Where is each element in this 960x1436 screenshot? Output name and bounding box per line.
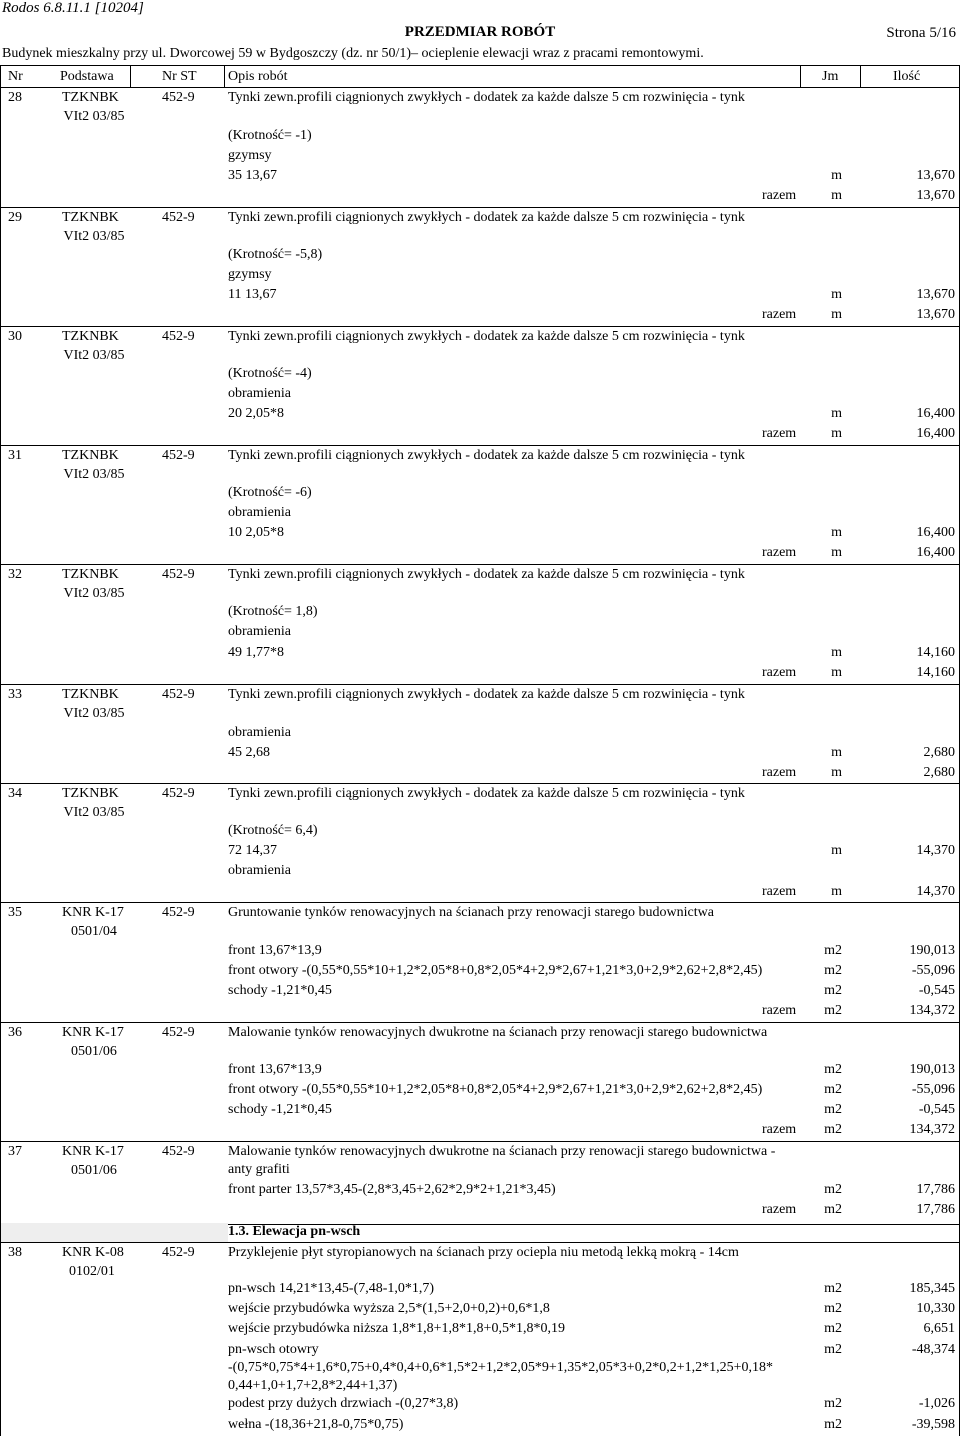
row-separator [0,1141,960,1142]
unit: m2 [824,1202,842,1217]
quantity: 14,160 [916,665,955,680]
unit: m2 [824,983,842,998]
quantity: 13,670 [916,307,955,322]
quantity: -55,096 [911,1082,955,1097]
row-number: 28 [8,90,22,105]
row-number: 37 [8,1144,22,1159]
total-label: razem [762,426,797,441]
row-basis: KNR K-08 [62,1245,124,1260]
section-title: 1.3. Elewacja pn-wsch [228,1224,361,1239]
unit: m2 [824,1281,842,1296]
app-version: Rodos 6.8.11.1 [10204] [2,0,144,16]
total-label: razem [762,545,797,560]
row-st-code: 452-9 [162,905,195,920]
row-basis: TZKNBK [62,90,119,105]
row-separator [0,445,960,446]
row-description: Tynki zewn.profili ciągnionych zwykłych - dodatek za każde dalsze 5 cm rozwinięcia - tynk [228,448,745,463]
row-st-code: 452-9 [162,1245,195,1260]
unit: m [831,545,842,560]
measure-line: gzymsy [228,267,272,282]
row-description: Gruntowanie tynków renowacyjnych na ścianach przy renowacji starego budownictwa [228,905,714,920]
col-header-opis: Opis robót [228,69,288,84]
row-basis: TZKNBK [62,329,119,344]
row-separator [0,65,960,66]
quantity: 134,372 [909,1003,955,1018]
unit: m2 [824,1396,842,1411]
measure-line: 35 13,67 [228,168,277,183]
quantity: 16,400 [916,406,955,421]
unit: m [831,665,842,680]
row-separator [0,1022,960,1023]
unit: m2 [824,1003,842,1018]
col-header-podstawa: Podstawa [60,69,114,84]
row-st-code: 452-9 [162,90,195,105]
row-basis: KNR K-17 [62,905,124,920]
row-basis-code: VIt2 03/85 [63,805,125,820]
measure-line: (Krotność= 6,4) [228,823,318,838]
measure-line: gzymsy [228,148,272,163]
row-description: Tynki zewn.profili ciągnionych zwykłych - dodatek za każde dalsze 5 cm rozwinięcia - tynk [228,567,745,582]
unit: m2 [824,963,842,978]
measure-line: podest przy dużych drzwiach -(0,27*3,8) [228,1396,459,1411]
row-basis-code: VIt2 03/85 [63,467,125,482]
unit: m [831,406,842,421]
quantity: 13,670 [916,287,955,302]
row-number: 29 [8,210,22,225]
unit: m2 [824,1321,842,1336]
row-separator [0,1242,960,1243]
row-basis: KNR K-17 [62,1144,124,1159]
total-label: razem [762,884,797,899]
row-st-code: 452-9 [162,1144,195,1159]
unit: m [831,287,842,302]
column-separator [130,65,131,88]
quantity: 17,786 [916,1182,955,1197]
measure-line: pn-wsch 14,21*13,45-(7,48-1,0*1,7) [228,1281,435,1296]
row-description: Tynki zewn.profili ciągnionych zwykłych - dodatek za każde dalsze 5 cm rozwinięcia - tynk [228,329,745,344]
measure-line: obramienia [228,863,291,878]
row-st-code: 452-9 [162,448,195,463]
row-basis-code: VIt2 03/85 [63,109,125,124]
row-description: Tynki zewn.profili ciągnionych zwykłych - dodatek za każde dalsze 5 cm rozwinięcia - tynk [228,90,745,105]
column-separator [224,65,225,88]
row-separator [0,783,960,784]
row-basis: TZKNBK [62,786,119,801]
quantity: -55,096 [911,963,955,978]
row-st-code: 452-9 [162,210,195,225]
row-basis: TZKNBK [62,687,119,702]
unit: m [831,188,842,203]
row-number: 32 [8,567,22,582]
quantity: 2,680 [923,765,955,780]
quantity: 14,370 [916,843,955,858]
row-separator [0,87,960,88]
measure-line: (Krotność= -4) [228,366,312,381]
unit: m2 [824,1342,842,1357]
unit: m [831,426,842,441]
row-number: 34 [8,786,22,801]
unit: m2 [824,943,842,958]
total-label: razem [762,1202,797,1217]
measure-line: (Krotność= -6) [228,485,312,500]
quantity: -39,598 [911,1417,955,1432]
quantity: 16,400 [916,545,955,560]
row-description: Tynki zewn.profili ciągnionych zwykłych - dodatek za każde dalsze 5 cm rozwinięcia - tynk [228,687,745,702]
row-description: Tynki zewn.profili ciągnionych zwykłych - dodatek za każde dalsze 5 cm rozwinięcia - tynk [228,786,745,801]
quantity: -1,026 [918,1396,955,1411]
row-basis: TZKNBK [62,448,119,463]
unit: m [831,645,842,660]
column-separator [860,65,861,88]
measure-line: 20 2,05*8 [228,406,284,421]
measure-line: 49 1,77*8 [228,645,284,660]
row-basis-code: VIt2 03/85 [63,586,125,601]
total-label: razem [762,1003,797,1018]
row-basis: TZKNBK [62,567,119,582]
quantity: 2,680 [923,745,955,760]
measure-line: front otwory -(0,55*0,55*10+1,2*2,05*8+0,8*2,05*4+2,9*2,67+1,21*3,0+2,9*2,62+2,8*2,45) [228,1082,763,1097]
row-basis-code: 0102/01 [69,1264,115,1279]
measure-line: front 13,67*13,9 [228,943,322,958]
quantity: 10,330 [916,1301,955,1316]
unit: m2 [824,1182,842,1197]
document-title: PRZEDMIAR ROBÓT [404,24,556,40]
measure-line: obramienia [228,624,291,639]
measure-line: obramienia [228,386,291,401]
section-shade [0,1223,228,1242]
row-number: 33 [8,687,22,702]
row-st-code: 452-9 [162,567,195,582]
quantity: 17,786 [916,1202,955,1217]
measure-line: obramienia [228,505,291,520]
total-label: razem [762,188,797,203]
unit: m [831,745,842,760]
measure-line: obramienia [228,725,291,740]
col-header-jm: Jm [822,69,839,84]
col-header-nrst: Nr ST [162,69,197,84]
column-separator [800,65,801,88]
quantity: 190,013 [909,1062,955,1077]
total-label: razem [762,1122,797,1137]
quantity: 14,160 [916,645,955,660]
quantity: 185,345 [909,1281,955,1296]
row-number: 30 [8,329,22,344]
measure-line: 72 14,37 [228,843,277,858]
row-description: Tynki zewn.profili ciągnionych zwykłych - dodatek za każde dalsze 5 cm rozwinięcia - tynk [228,210,745,225]
measure-line: schody -1,21*0,45 [228,1102,332,1117]
unit: m [831,843,842,858]
total-label: razem [762,765,797,780]
col-header-ilosc: Ilość [893,69,921,84]
measure-line: wełna -(18,36+21,8-0,75*0,75) [228,1417,404,1432]
measure-line: -(0,75*0,75*4+1,6*0,75+0,4*0,4+0,6*1,5*2+1,2*2,05*9+1,35*2,05*3+0,2*0,2+1,2*1,25+0,18* [228,1360,773,1375]
quantity: -48,374 [911,1342,955,1357]
document-subtitle: Budynek mieszkalny przy ul. Dworcowej 59 w Bydgoszczy (dz. nr 50/1)– ocieplenie elewacji wraz z pracami remontowymi. [2,46,704,61]
row-separator [0,326,960,327]
measure-line: 0,44+1,0+1,7+2,8*2,44+1,37) [228,1378,398,1393]
row-st-code: 452-9 [162,687,195,702]
quantity: 16,400 [916,525,955,540]
measure-line: pn-wsch otowry [228,1342,319,1357]
unit: m2 [824,1102,842,1117]
total-label: razem [762,665,797,680]
quantity: 13,670 [916,188,955,203]
row-separator [0,902,960,903]
measure-line: 10 2,05*8 [228,525,284,540]
unit: m [831,765,842,780]
unit: m2 [824,1062,842,1077]
measure-line: (Krotność= -5,8) [228,247,323,262]
column-separator [0,65,1,1436]
row-number: 36 [8,1025,22,1040]
quantity: 16,400 [916,426,955,441]
measure-line: wejście przybudówka niższa 1,8*1,8+1,8*1,8+0,5*1,8*0,19 [228,1321,565,1336]
row-description: Malowanie tynków renowacyjnych dwukrotne na ścianach przy renowacji starego budownictwa - [228,1144,776,1159]
row-number: 38 [8,1245,22,1260]
total-label: razem [762,307,797,322]
row-st-code: 452-9 [162,329,195,344]
measure-line: front 13,67*13,9 [228,1062,322,1077]
row-basis-code: VIt2 03/85 [63,706,125,721]
row-st-code: 452-9 [162,786,195,801]
row-description: Przyklejenie płyt styropianowych na ścianach przy ociepla niu metodą lekką mokrą - 14cm [228,1245,739,1260]
quantity: 134,372 [909,1122,955,1137]
unit: m [831,525,842,540]
measure-line: (Krotność= -1) [228,128,312,143]
measure-line: front parter 13,57*3,45-(2,8*3,45+2,62*2,9*2+1,21*3,45) [228,1182,556,1197]
quantity: 190,013 [909,943,955,958]
row-basis: KNR K-17 [62,1025,124,1040]
row-basis-code: 0501/04 [71,924,117,939]
measure-line: front otwory -(0,55*0,55*10+1,2*2,05*8+0,8*2,05*4+2,9*2,67+1,21*3,0+2,9*2,62+2,8*2,45) [228,963,763,978]
row-number: 31 [8,448,22,463]
quantity: 13,670 [916,168,955,183]
quantity: 6,651 [923,1321,955,1336]
col-header-nr: Nr [8,69,23,84]
row-basis-code: VIt2 03/85 [63,229,125,244]
unit: m [831,884,842,899]
unit: m2 [824,1122,842,1137]
unit: m2 [824,1082,842,1097]
row-separator [0,207,960,208]
unit: m2 [824,1301,842,1316]
row-basis-code: 0501/06 [71,1163,117,1178]
unit: m [831,168,842,183]
row-description-cont: anty grafiti [228,1162,290,1177]
unit: m [831,307,842,322]
measure-line: schody -1,21*0,45 [228,983,332,998]
quantity: -0,545 [918,983,955,998]
row-separator [0,564,960,565]
quantity: 14,370 [916,884,955,899]
row-basis-code: VIt2 03/85 [63,348,125,363]
row-description: Malowanie tynków renowacyjnych dwukrotne na ścianach przy renowacji starego budownictwa [228,1025,768,1040]
row-basis-code: 0501/06 [71,1044,117,1059]
row-basis: TZKNBK [62,210,119,225]
page-number: Strona 5/16 [886,25,956,41]
quantity: -0,545 [918,1102,955,1117]
row-number: 35 [8,905,22,920]
measure-line: 11 13,67 [228,287,277,302]
measure-line: wejście przybudówka wyższa 2,5*(1,5+2,0+0,2)+0,6*1,8 [228,1301,550,1316]
unit: m2 [824,1417,842,1432]
row-st-code: 452-9 [162,1025,195,1040]
row-separator [0,684,960,685]
measure-line: 45 2,68 [228,745,270,760]
measure-line: (Krotność= 1,8) [228,604,318,619]
